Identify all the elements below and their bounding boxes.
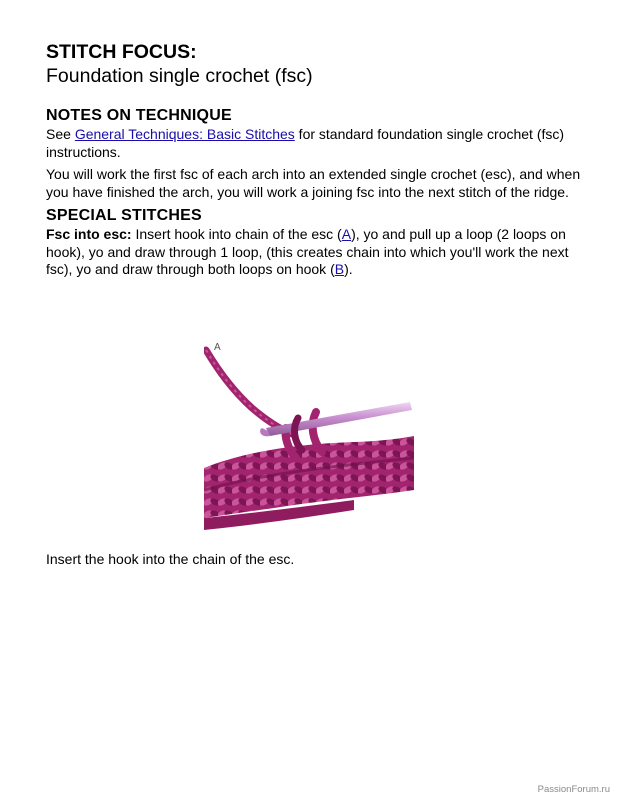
stitch-text-2: ), yo and pull up a loop (2 loops on hook), yo and draw through 1 loop, (this creates chain into which you'll work the next fsc), yo and draw through both loops on hook ( [46,226,569,277]
figure-a-link[interactable]: A [341,226,352,242]
stitch-text-1: Insert hook into chain of the esc ( [131,226,342,242]
site-watermark: PassionForum.ru [537,784,610,795]
figure-b-link[interactable]: B [334,261,345,277]
notes-heading: NOTES ON TECHNIQUE [46,107,232,124]
notes-paragraph-2: You will work the first fsc of each arch into an extended single crochet (esc), and when you have finished the arch, you will work a joining fsc into the next stitch of the ridge. [46,166,581,200]
notes-p1-before: See [46,126,75,142]
stitch-text-3: ). [344,261,353,277]
notes-paragraph-1 [46,126,586,161]
page-title: STITCH FOCUS: [46,41,197,63]
stitch-term: Fsc into esc: [46,226,132,242]
page-subtitle: Foundation single crochet (fsc) [46,65,313,87]
crochet-illustration [204,340,414,545]
special-stitch-paragraph [46,226,586,279]
special-stitches-heading: SPECIAL STITCHES [46,207,202,224]
figure-caption: Insert the hook into the chain of the esc. [46,551,295,567]
figure-label: A [214,342,221,353]
basic-stitches-link[interactable]: General Techniques: Basic Stitches [74,126,295,142]
notes-p1-after: for standard foundation single crochet (fsc) instructions. [46,126,565,160]
page-content [46,40,586,279]
crochet-photo [204,340,414,545]
